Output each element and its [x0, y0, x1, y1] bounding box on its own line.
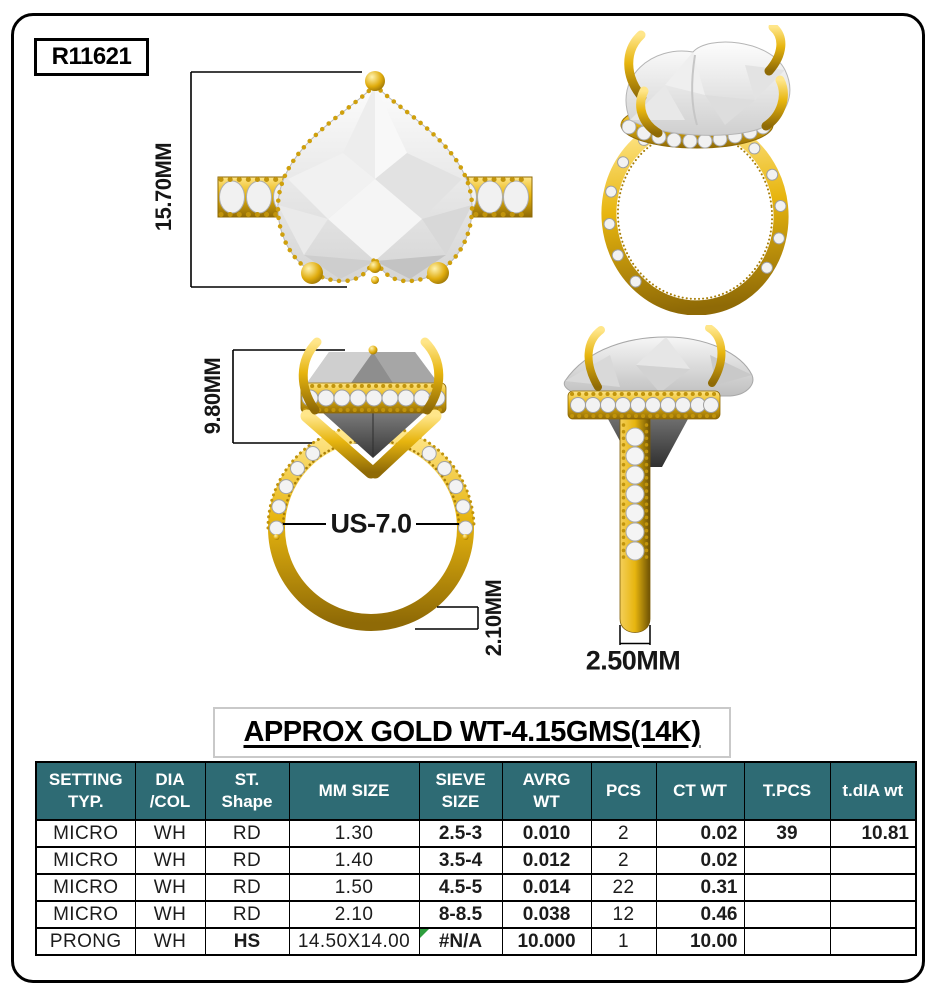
table-row: [36, 847, 916, 874]
cell: [744, 874, 830, 901]
table-header-row: [36, 762, 916, 820]
header-t-dia-wt: t.dIA wt: [830, 762, 916, 820]
cell: 0.02: [656, 847, 744, 874]
cell: MICRO: [36, 847, 135, 874]
dim-label-head-height: 9.80MM: [200, 357, 225, 435]
cell: MICRO: [36, 820, 135, 847]
cell: WH: [135, 928, 205, 955]
cell-value: #N/A: [438, 931, 483, 952]
cell-with-error-flag: [419, 928, 502, 955]
cell: [744, 901, 830, 928]
cell: 22: [591, 874, 656, 901]
dim-label-ring-size: US-7.0: [330, 508, 412, 539]
cell: 10.00: [656, 928, 744, 955]
cell: RD: [205, 874, 289, 901]
excel-error-flag: [420, 929, 429, 938]
header-dia-col: DIA /COL: [135, 762, 205, 820]
cell: 8-8.5: [419, 901, 502, 928]
header-ct-wt: CT WT: [656, 762, 744, 820]
cell: [744, 928, 830, 955]
header-t-pcs: T.PCS: [744, 762, 830, 820]
cell: WH: [135, 901, 205, 928]
cell: WH: [135, 874, 205, 901]
cell: [830, 847, 916, 874]
header-avrg-wt: AVRG WT: [502, 762, 591, 820]
cell: 1.40: [289, 847, 419, 874]
cell: 0.31: [656, 874, 744, 901]
cell: [830, 901, 916, 928]
cell: 0.014: [502, 874, 591, 901]
cell: 39: [744, 820, 830, 847]
gold-weight-title: APPROX GOLD WT-4.15GMS(14K): [243, 716, 701, 748]
dim-label-stone-height: 15.70MM: [151, 142, 176, 232]
cell: 1.30: [289, 820, 419, 847]
cell: 0.010: [502, 820, 591, 847]
cell: 0.012: [502, 847, 591, 874]
table-row: [36, 928, 916, 955]
cell: 2.10: [289, 901, 419, 928]
cell: WH: [135, 847, 205, 874]
gold-weight-title-box: [213, 707, 731, 758]
cell: RD: [205, 820, 289, 847]
cell: 2: [591, 847, 656, 874]
ring-front-profile-view: [195, 330, 515, 660]
cell: 2: [591, 820, 656, 847]
cell: MICRO: [36, 874, 135, 901]
design-ref-number: R11621: [51, 43, 132, 70]
header-setting-typ: SETTING TYP.: [36, 762, 135, 820]
cell: 10.81: [830, 820, 916, 847]
cell: [744, 847, 830, 874]
table-row: [36, 901, 916, 928]
header-pcs: PCS: [591, 762, 656, 820]
cell: 2.5-3: [419, 820, 502, 847]
cell: MICRO: [36, 901, 135, 928]
design-ref-box: [34, 38, 149, 76]
table-row: [36, 874, 916, 901]
cell: RD: [205, 901, 289, 928]
heart-stone: [278, 71, 472, 284]
table-row: [36, 820, 916, 847]
halo-side: [568, 391, 720, 419]
cell: [830, 928, 916, 955]
header-mm-size: MM SIZE: [289, 762, 419, 820]
header-st-shape: ST. Shape: [205, 762, 289, 820]
cell: 12: [591, 901, 656, 928]
cell: 1.50: [289, 874, 419, 901]
cell: RD: [205, 847, 289, 874]
ring-side-profile-view: [540, 325, 810, 655]
cell: 3.5-4: [419, 847, 502, 874]
cell: 0.02: [656, 820, 744, 847]
dim-label-shank-width: 2.50MM: [585, 645, 681, 676]
cell: 1: [591, 928, 656, 955]
stone-spec-table: [35, 761, 917, 956]
dim-label-band-thickness: 2.10MM: [481, 579, 506, 657]
cell: 0.46: [656, 901, 744, 928]
cell: HS: [205, 928, 289, 955]
ring-top-front-view: [140, 55, 550, 310]
cell: PRONG: [36, 928, 135, 955]
cell: 0.038: [502, 901, 591, 928]
cell: 4.5-5: [419, 874, 502, 901]
shank-side: [620, 419, 650, 633]
ring-perspective-view: [545, 25, 835, 315]
cell: 10.000: [502, 928, 591, 955]
cell: WH: [135, 820, 205, 847]
cell: 14.50X14.00: [289, 928, 419, 955]
cell: [830, 874, 916, 901]
header-sieve-size: SIEVE SIZE: [419, 762, 502, 820]
